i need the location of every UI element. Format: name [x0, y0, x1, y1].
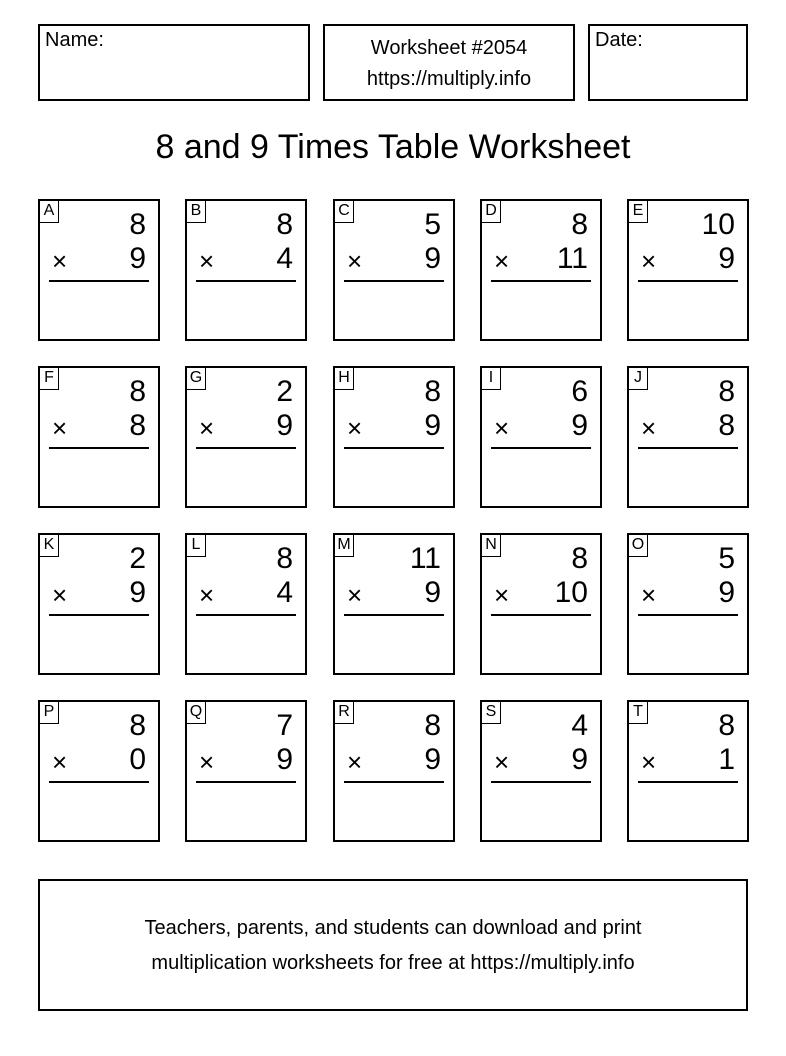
answer-line	[344, 280, 444, 282]
problem-label: Q	[187, 702, 206, 724]
multiplier: 9	[718, 576, 735, 609]
multiplier: 9	[424, 743, 441, 776]
multiplicand: 8	[571, 542, 588, 575]
answer-line	[344, 614, 444, 616]
multiplicand: 8	[571, 208, 588, 241]
problem-d[interactable]	[480, 199, 602, 341]
multiplicand: 11	[409, 542, 441, 575]
answer-line	[49, 614, 149, 616]
problem-j[interactable]	[627, 366, 749, 508]
multiplicand: 5	[424, 208, 441, 241]
multiplicand: 8	[424, 375, 441, 408]
multiplicand: 2	[276, 375, 293, 408]
multiplicand: 10	[701, 208, 735, 241]
problem-a[interactable]	[38, 199, 160, 341]
name-field[interactable]	[38, 24, 310, 101]
problem-label: P	[40, 702, 59, 724]
problem-k[interactable]	[38, 533, 160, 675]
problem-i[interactable]	[480, 366, 602, 508]
problem-h[interactable]	[333, 366, 455, 508]
multiplier: 1	[718, 743, 735, 776]
answer-line	[638, 280, 738, 282]
multiplier: 8	[718, 409, 735, 442]
problem-label: D	[482, 201, 501, 223]
problem-label: M	[335, 535, 354, 557]
page-title: 8 and 9 Times Table Worksheet	[155, 128, 631, 166]
multiplier: 9	[424, 576, 441, 609]
multiplier: 4	[276, 576, 293, 609]
problem-e[interactable]	[627, 199, 749, 341]
problem-s[interactable]	[480, 700, 602, 842]
worksheet-id: Worksheet #2054	[370, 37, 528, 59]
problem-o[interactable]	[627, 533, 749, 675]
multiplicand: 6	[571, 375, 588, 408]
times-sign-icon: ×	[347, 413, 363, 443]
problem-l[interactable]	[185, 533, 307, 675]
answer-line	[638, 614, 738, 616]
answer-line	[49, 447, 149, 449]
date-field[interactable]	[588, 24, 748, 101]
times-sign-icon: ×	[641, 413, 657, 443]
times-sign-icon: ×	[641, 747, 657, 777]
answer-line	[196, 781, 296, 783]
multiplier: 9	[718, 242, 735, 275]
problem-label: N	[482, 535, 501, 557]
problem-label: H	[335, 368, 354, 390]
problem-p[interactable]	[38, 700, 160, 842]
answer-line	[491, 614, 591, 616]
answer-line	[49, 280, 149, 282]
multiplicand: 8	[129, 208, 146, 241]
answer-line	[638, 447, 738, 449]
problem-label: L	[187, 535, 206, 557]
times-sign-icon: ×	[494, 246, 510, 276]
multiplier: 9	[424, 409, 441, 442]
problem-label: K	[40, 535, 59, 557]
multiplicand: 8	[276, 208, 293, 241]
worksheet-info-box	[323, 24, 575, 101]
times-sign-icon: ×	[494, 413, 510, 443]
problem-label: I	[482, 368, 501, 390]
multiplicand: 8	[718, 709, 735, 742]
problem-label: S	[482, 702, 501, 724]
multiplier: 9	[276, 743, 293, 776]
answer-line	[491, 447, 591, 449]
answer-line	[196, 614, 296, 616]
problem-label: F	[40, 368, 59, 390]
times-sign-icon: ×	[199, 413, 215, 443]
answer-line	[491, 280, 591, 282]
problem-q[interactable]	[185, 700, 307, 842]
times-sign-icon: ×	[494, 747, 510, 777]
multiplier: 9	[129, 576, 146, 609]
times-sign-icon: ×	[494, 580, 510, 610]
times-sign-icon: ×	[52, 580, 68, 610]
multiplier: 9	[571, 743, 588, 776]
multiplicand: 8	[129, 709, 146, 742]
answer-line	[638, 781, 738, 783]
multiplicand: 4	[571, 709, 588, 742]
problem-f[interactable]	[38, 366, 160, 508]
name-label: Name:	[45, 29, 104, 51]
times-sign-icon: ×	[347, 246, 363, 276]
multiplier: 9	[424, 242, 441, 275]
multiplicand: 5	[718, 542, 735, 575]
problem-m[interactable]	[333, 533, 455, 675]
times-sign-icon: ×	[199, 246, 215, 276]
multiplier: 9	[129, 242, 146, 275]
multiplicand: 8	[129, 375, 146, 408]
problem-label: C	[335, 201, 354, 223]
multiplicand: 8	[276, 542, 293, 575]
problem-label: T	[629, 702, 648, 724]
problem-label: R	[335, 702, 354, 724]
times-sign-icon: ×	[52, 747, 68, 777]
problem-label: B	[187, 201, 206, 223]
multiplier: 0	[129, 743, 146, 776]
multiplier: 4	[276, 242, 293, 275]
multiplier: 11	[556, 242, 588, 275]
footer-text-line-1: Teachers, parents, and students can download and print	[144, 917, 642, 939]
date-label: Date:	[595, 29, 643, 51]
answer-line	[196, 447, 296, 449]
problem-grid	[38, 199, 749, 842]
times-sign-icon: ×	[641, 246, 657, 276]
multiplicand: 2	[129, 542, 146, 575]
problem-label: E	[629, 201, 648, 223]
problem-c[interactable]	[333, 199, 455, 341]
times-sign-icon: ×	[52, 413, 68, 443]
problem-label: G	[187, 368, 206, 390]
problem-label: J	[629, 368, 648, 390]
times-sign-icon: ×	[641, 580, 657, 610]
times-sign-icon: ×	[347, 747, 363, 777]
multiplier: 9	[571, 409, 588, 442]
problem-n[interactable]	[480, 533, 602, 675]
footer-box	[38, 879, 748, 1011]
problem-b[interactable]	[185, 199, 307, 341]
multiplier: 8	[129, 409, 146, 442]
problem-g[interactable]	[185, 366, 307, 508]
times-sign-icon: ×	[199, 580, 215, 610]
problem-label: A	[40, 201, 59, 223]
multiplicand: 8	[424, 709, 441, 742]
answer-line	[196, 280, 296, 282]
answer-line	[344, 447, 444, 449]
multiplicand: 8	[718, 375, 735, 408]
problem-label: O	[629, 535, 648, 557]
problem-r[interactable]	[333, 700, 455, 842]
answer-line	[491, 781, 591, 783]
multiplier: 9	[276, 409, 293, 442]
footer-text-line-2: multiplication worksheets for free at https://multiply.info	[151, 952, 635, 974]
multiplier: 10	[554, 576, 588, 609]
times-sign-icon: ×	[199, 747, 215, 777]
multiplicand: 7	[276, 709, 293, 742]
times-sign-icon: ×	[347, 580, 363, 610]
times-sign-icon: ×	[52, 246, 68, 276]
problem-t[interactable]	[627, 700, 749, 842]
answer-line	[344, 781, 444, 783]
site-url: https://multiply.info	[366, 68, 532, 90]
answer-line	[49, 781, 149, 783]
